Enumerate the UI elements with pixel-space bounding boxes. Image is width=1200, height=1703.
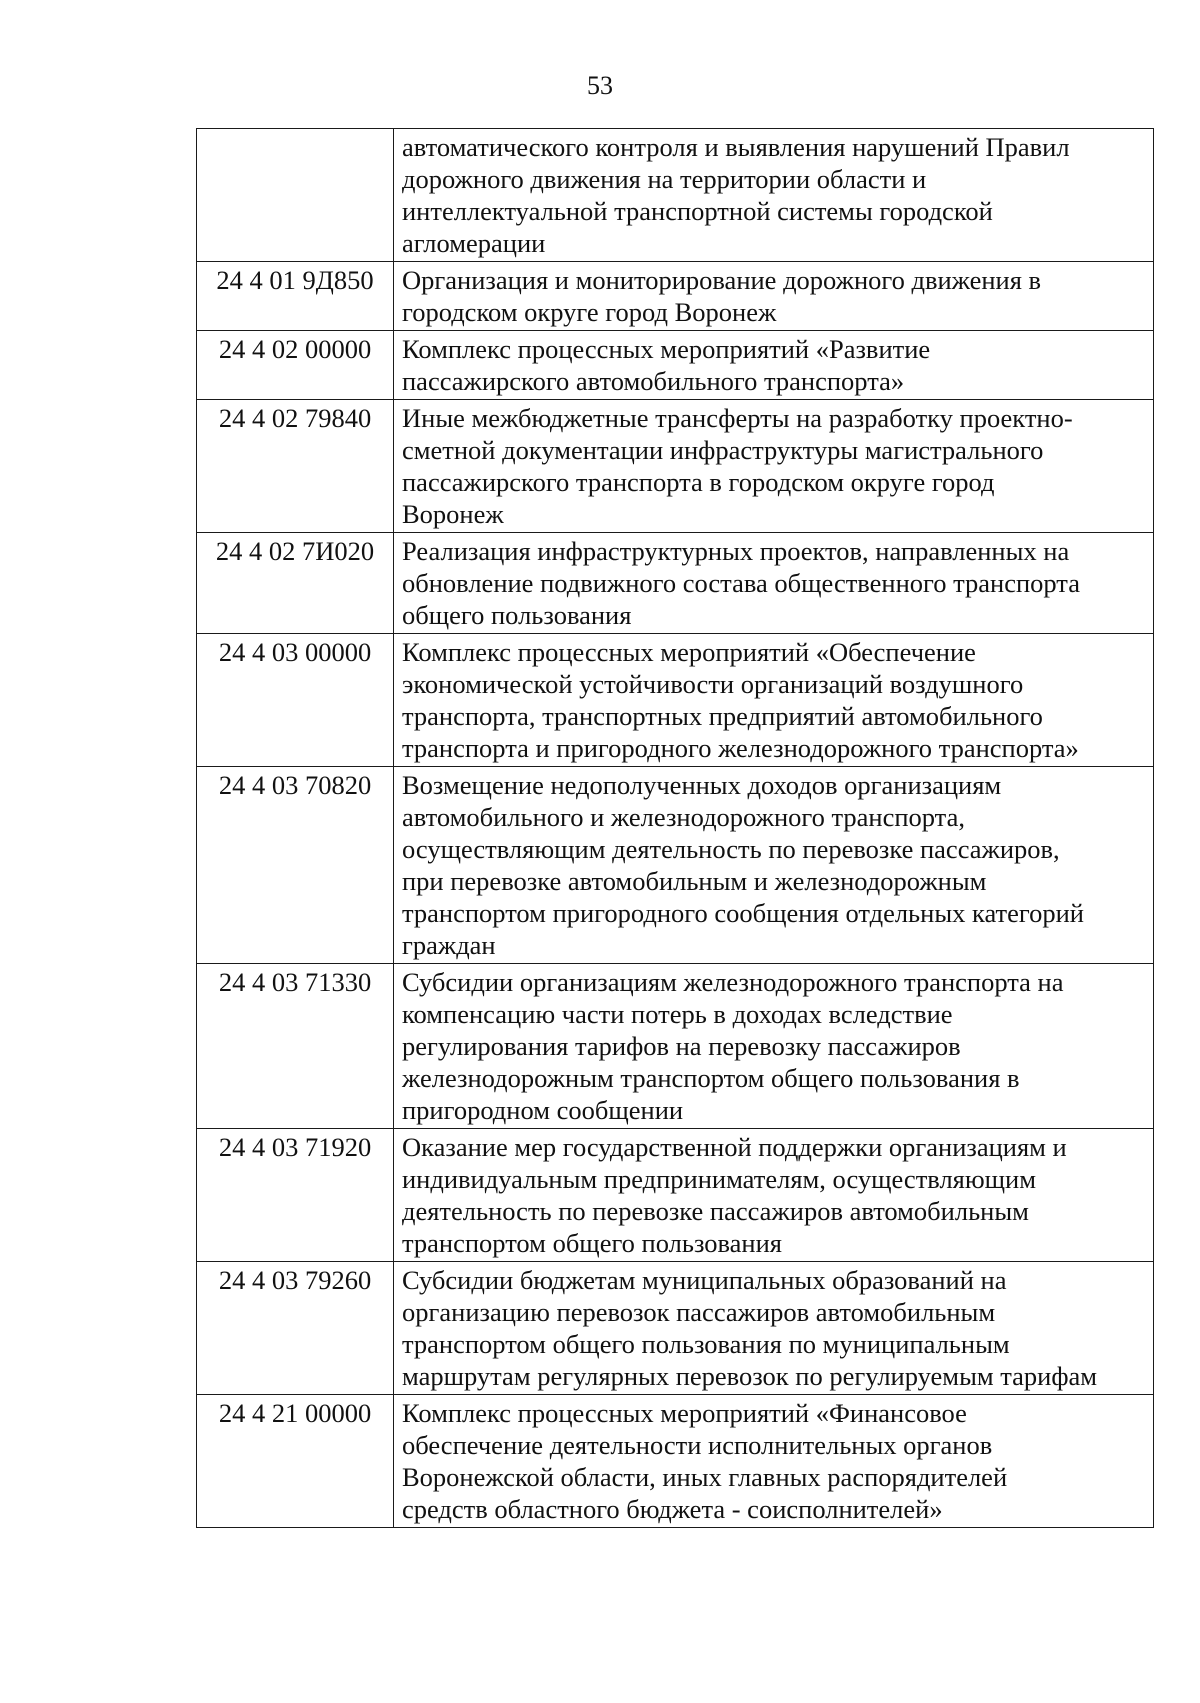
description-line: экономической устойчивости организаций воздушного bbox=[402, 669, 1024, 699]
row-code: 24 4 03 71920 bbox=[197, 1129, 394, 1262]
description-line: индивидуальным предпринимателям, осуществляющим bbox=[402, 1164, 1037, 1194]
table-row bbox=[197, 262, 1154, 331]
description-line: организацию перевозок пассажиров автомобильным bbox=[402, 1297, 996, 1327]
table-row bbox=[197, 1262, 1154, 1395]
description-line: общего пользования bbox=[402, 600, 632, 630]
description-line: Реализация инфраструктурных проектов, направленных на bbox=[402, 536, 1070, 566]
row-description bbox=[394, 964, 1154, 1129]
table-row bbox=[197, 129, 1154, 262]
table-row bbox=[197, 767, 1154, 964]
table-row bbox=[197, 1395, 1154, 1528]
description-line: транспорта и пригородного железнодорожного транспорта» bbox=[402, 733, 1079, 763]
description-line: средств областного бюджета - соисполнителей» bbox=[402, 1494, 943, 1524]
description-line: агломерации bbox=[402, 228, 546, 258]
row-description bbox=[394, 262, 1154, 331]
description-line: маршрутам регулярных перевозок по регулируемым тарифам bbox=[402, 1361, 1098, 1391]
row-code: 24 4 03 70820 bbox=[197, 767, 394, 964]
table-body bbox=[197, 129, 1154, 1528]
table-row bbox=[197, 533, 1154, 634]
row-code: 24 4 02 79840 bbox=[197, 400, 394, 533]
row-code: 24 4 03 00000 bbox=[197, 634, 394, 767]
description-line: пригородном сообщении bbox=[402, 1095, 684, 1125]
description-line: осуществляющим деятельность по перевозке пассажиров, bbox=[402, 834, 1060, 864]
description-line: городском округе город Воронеж bbox=[402, 297, 777, 327]
description-line: Иные межбюджетные трансферты на разработку проектно- bbox=[402, 403, 1073, 433]
description-line: пассажирского транспорта в городском округе город bbox=[402, 467, 995, 497]
description-line: Комплекс процессных мероприятий «Финансовое bbox=[402, 1398, 967, 1428]
table-row bbox=[197, 331, 1154, 400]
row-description bbox=[394, 400, 1154, 533]
table-row bbox=[197, 400, 1154, 533]
description-line: обеспечение деятельности исполнительных органов bbox=[402, 1430, 993, 1460]
description-line: Комплекс процессных мероприятий «Развитие bbox=[402, 334, 931, 364]
description-line: регулирования тарифов на перевозку пассажиров bbox=[402, 1031, 961, 1061]
description-line: деятельность по перевозке пассажиров автомобильным bbox=[402, 1196, 1029, 1226]
description-line: интеллектуальной транспортной системы городской bbox=[402, 196, 993, 226]
page-number: 53 bbox=[587, 71, 613, 100]
row-description bbox=[394, 1395, 1154, 1528]
description-line: автоматического контроля и выявления нарушений Правил bbox=[402, 132, 1070, 162]
description-line: сметной документации инфраструктуры магистрального bbox=[402, 435, 1044, 465]
description-line: автомобильного и железнодорожного транспорта, bbox=[402, 802, 965, 832]
description-line: граждан bbox=[402, 930, 496, 960]
row-code bbox=[197, 129, 394, 262]
description-line: обновление подвижного состава общественного транспорта bbox=[402, 568, 1080, 598]
description-line: Субсидии бюджетам муниципальных образований на bbox=[402, 1265, 1007, 1295]
row-code: 24 4 03 71330 bbox=[197, 964, 394, 1129]
description-line: пассажирского автомобильного транспорта» bbox=[402, 366, 905, 396]
table-row bbox=[197, 634, 1154, 767]
description-line: Комплекс процессных мероприятий «Обеспечение bbox=[402, 637, 976, 667]
budget-classification-table bbox=[196, 128, 1154, 1528]
description-line: Возмещение недополученных доходов организациям bbox=[402, 770, 1002, 800]
description-line: Воронеж bbox=[402, 499, 504, 529]
description-line: Оказание мер государственной поддержки организациям и bbox=[402, 1132, 1067, 1162]
row-description bbox=[394, 129, 1154, 262]
row-description bbox=[394, 1262, 1154, 1395]
row-description bbox=[394, 634, 1154, 767]
row-code: 24 4 02 00000 bbox=[197, 331, 394, 400]
table-row bbox=[197, 1129, 1154, 1262]
row-code: 24 4 02 7И020 bbox=[197, 533, 394, 634]
description-line: дорожного движения на территории области и bbox=[402, 164, 927, 194]
row-description bbox=[394, 331, 1154, 400]
row-description bbox=[394, 767, 1154, 964]
row-description bbox=[394, 533, 1154, 634]
description-line: транспортом общего пользования bbox=[402, 1228, 782, 1258]
description-line: транспорта, транспортных предприятий автомобильного bbox=[402, 701, 1043, 731]
description-line: железнодорожным транспортом общего пользования в bbox=[402, 1063, 1020, 1093]
row-description bbox=[394, 1129, 1154, 1262]
row-code: 24 4 01 9Д850 bbox=[197, 262, 394, 331]
description-line: транспортом общего пользования по муниципальным bbox=[402, 1329, 1010, 1359]
description-line: Организация и мониторирование дорожного движения в bbox=[402, 265, 1042, 295]
description-line: Субсидии организациям железнодорожного транспорта на bbox=[402, 967, 1064, 997]
description-line: транспортом пригородного сообщения отдельных категорий bbox=[402, 898, 1084, 928]
table-row bbox=[197, 964, 1154, 1129]
row-code: 24 4 21 00000 bbox=[197, 1395, 394, 1528]
row-code: 24 4 03 79260 bbox=[197, 1262, 394, 1395]
description-line: при перевозке автомобильным и железнодорожным bbox=[402, 866, 987, 896]
description-line: Воронежской области, иных главных распорядителей bbox=[402, 1462, 1008, 1492]
description-line: компенсацию части потерь в доходах вследствие bbox=[402, 999, 953, 1029]
